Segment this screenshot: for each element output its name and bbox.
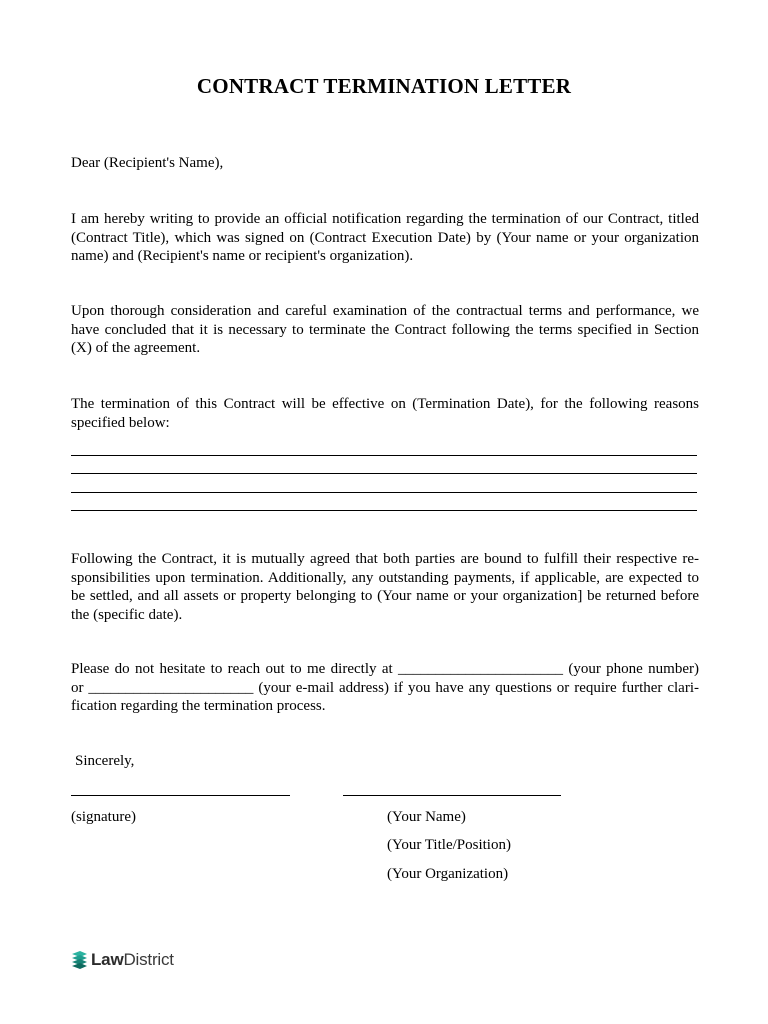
paragraph-line: I am hereby writing to provide an official notification regarding the termination of our Contract, titled [71,211,699,227]
lawdistrict-logo-icon [71,949,88,970]
paragraph-line: specified below: [71,414,170,431]
sender-name: (Your Name) [387,809,466,825]
reason-line-3[interactable] [71,492,697,493]
paragraph-line: Please do not hesitate to reach out to me directly at ______________________ (your phone number) [71,661,699,677]
paragraph-line: Upon thorough consideration and careful examination of the contractual terms and performance, we [71,303,699,319]
name-line[interactable] [343,795,561,796]
brand-logo [71,949,174,970]
page-title: CONTRACT TERMINATION LETTER [196,74,572,98]
paragraph-line: the (specific date). [71,606,183,623]
paragraph-line: fication regarding the termination process. [71,698,326,714]
paragraph-effective-date [71,395,699,432]
reason-line-4[interactable] [71,510,697,511]
paragraph-line: be settled, and all assets or property belonging to (Your name or your organization] be returned before [71,588,699,604]
paragraph-line: (Contract Title), which was signed on (Contract Execution Date) by (Your name or your organization [71,229,699,246]
paragraph-line: name) and (Recipient's name or recipient's organization). [71,248,414,264]
paragraph-notification [71,210,699,266]
paragraph-contact [71,660,699,716]
reason-line-2[interactable] [71,473,697,474]
paragraph-obligations [71,550,699,624]
sender-title: (Your Title/Position) [387,837,511,853]
signature-label: (signature) [71,809,136,825]
reason-line-1[interactable] [71,455,697,456]
paragraph-line: The termination of this Contract will be effective on (Termination Date), for the following reasons [71,396,699,412]
salutation: Dear (Recipient's Name), [71,155,224,171]
sender-organization: (Your Organization) [387,866,509,882]
paragraph-line: have concluded that it is necessary to terminate the Contract following the terms specified in Section [71,321,699,338]
signature-line[interactable] [71,795,290,796]
paragraph-consideration [71,302,699,358]
paragraph-line: or ______________________ (your e-mail address) if you have any questions or require further clari- [71,679,699,696]
paragraph-line: (X) of the agreement. [71,340,201,356]
paragraph-line: Following the Contract, it is mutually agreed that both parties are bound to fulfill their respective re- [71,551,699,567]
paragraph-line: sponsibilities upon termination. Additionally, any outstanding payments, if applicable, are expected to [71,569,699,586]
closing: Sincerely, [75,753,135,769]
brand-name: LawDistrict [91,949,174,969]
